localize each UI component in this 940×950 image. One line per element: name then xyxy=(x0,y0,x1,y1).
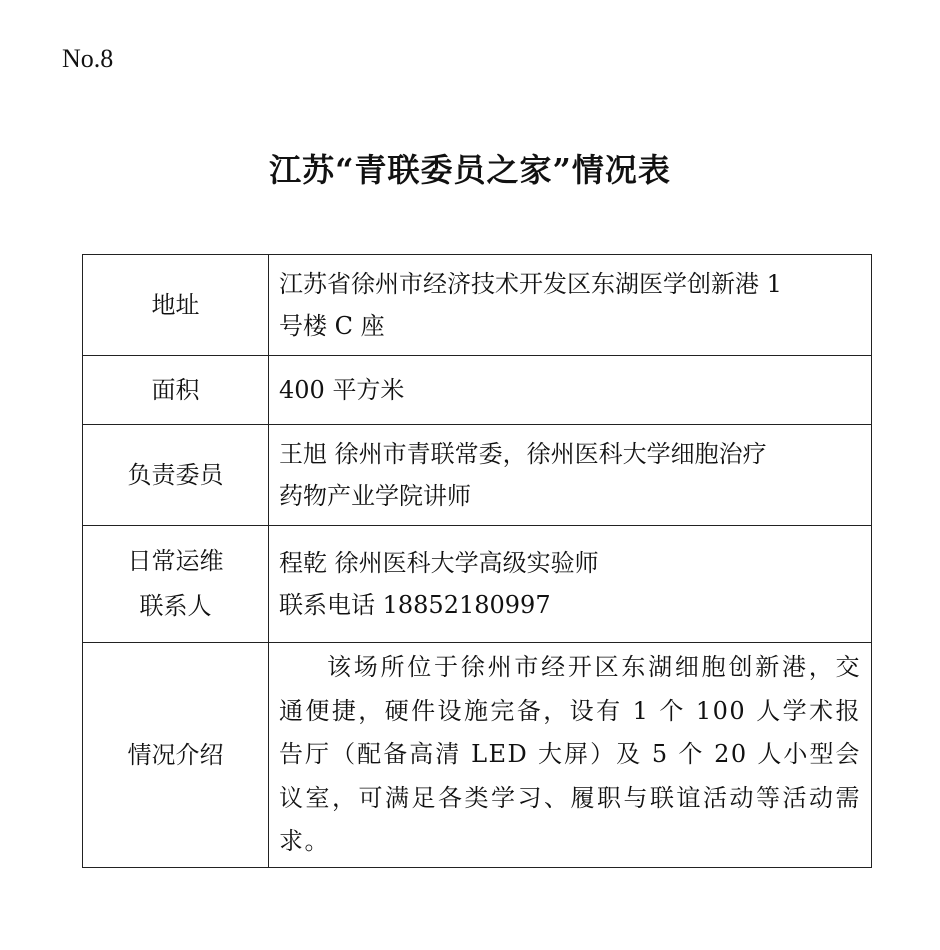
intro-value xyxy=(269,643,872,868)
contact-line-2: 联系电话 18852180997 xyxy=(279,591,551,619)
area-label: 面积 xyxy=(83,356,269,425)
table-row-intro xyxy=(83,643,872,868)
member-label: 负责委员 xyxy=(83,425,269,526)
contact-value xyxy=(269,526,872,643)
table-row-address xyxy=(83,255,872,356)
member-line-1: 王旭 徐州市青联常委，徐州医科大学细胞治疗 xyxy=(279,440,767,468)
intro-label: 情况介绍 xyxy=(83,643,269,868)
document-number: No.8 xyxy=(62,44,114,73)
area-value xyxy=(269,356,872,425)
info-table xyxy=(82,254,872,868)
member-value xyxy=(269,425,872,526)
address-label: 地址 xyxy=(83,255,269,356)
contact-label-line-2: 联系人 xyxy=(139,592,212,620)
area-value-text: 400 平方米 xyxy=(279,376,405,404)
contact-label-line-1: 日常运维 xyxy=(127,547,224,575)
table-row-area xyxy=(83,356,872,425)
table-row-member xyxy=(83,425,872,526)
page-title: 江苏“青联委员之家”情况表 xyxy=(269,151,671,189)
member-line-2: 药物产业学院讲师 xyxy=(279,482,471,510)
address-line-2: 号楼 C 座 xyxy=(279,312,385,340)
intro-text: 该场所位于徐州市经开区东湖细胞创新港，交通便捷，硬件设施完备，设有 1 个 100 人学术报告厅（配备高清 LED 大屏）及 5 个 20 人小型会议室，可满足各类学习、履职与联谊活动等活动需求。 xyxy=(279,653,861,856)
table-row-contact xyxy=(83,526,872,643)
address-line-1: 江苏省徐州市经济技术开发区东湖医学创新港 1 xyxy=(279,270,782,298)
address-value xyxy=(269,255,872,356)
contact-line-1: 程乾 徐州医科大学高级实验师 xyxy=(279,549,599,577)
contact-label xyxy=(83,526,269,643)
